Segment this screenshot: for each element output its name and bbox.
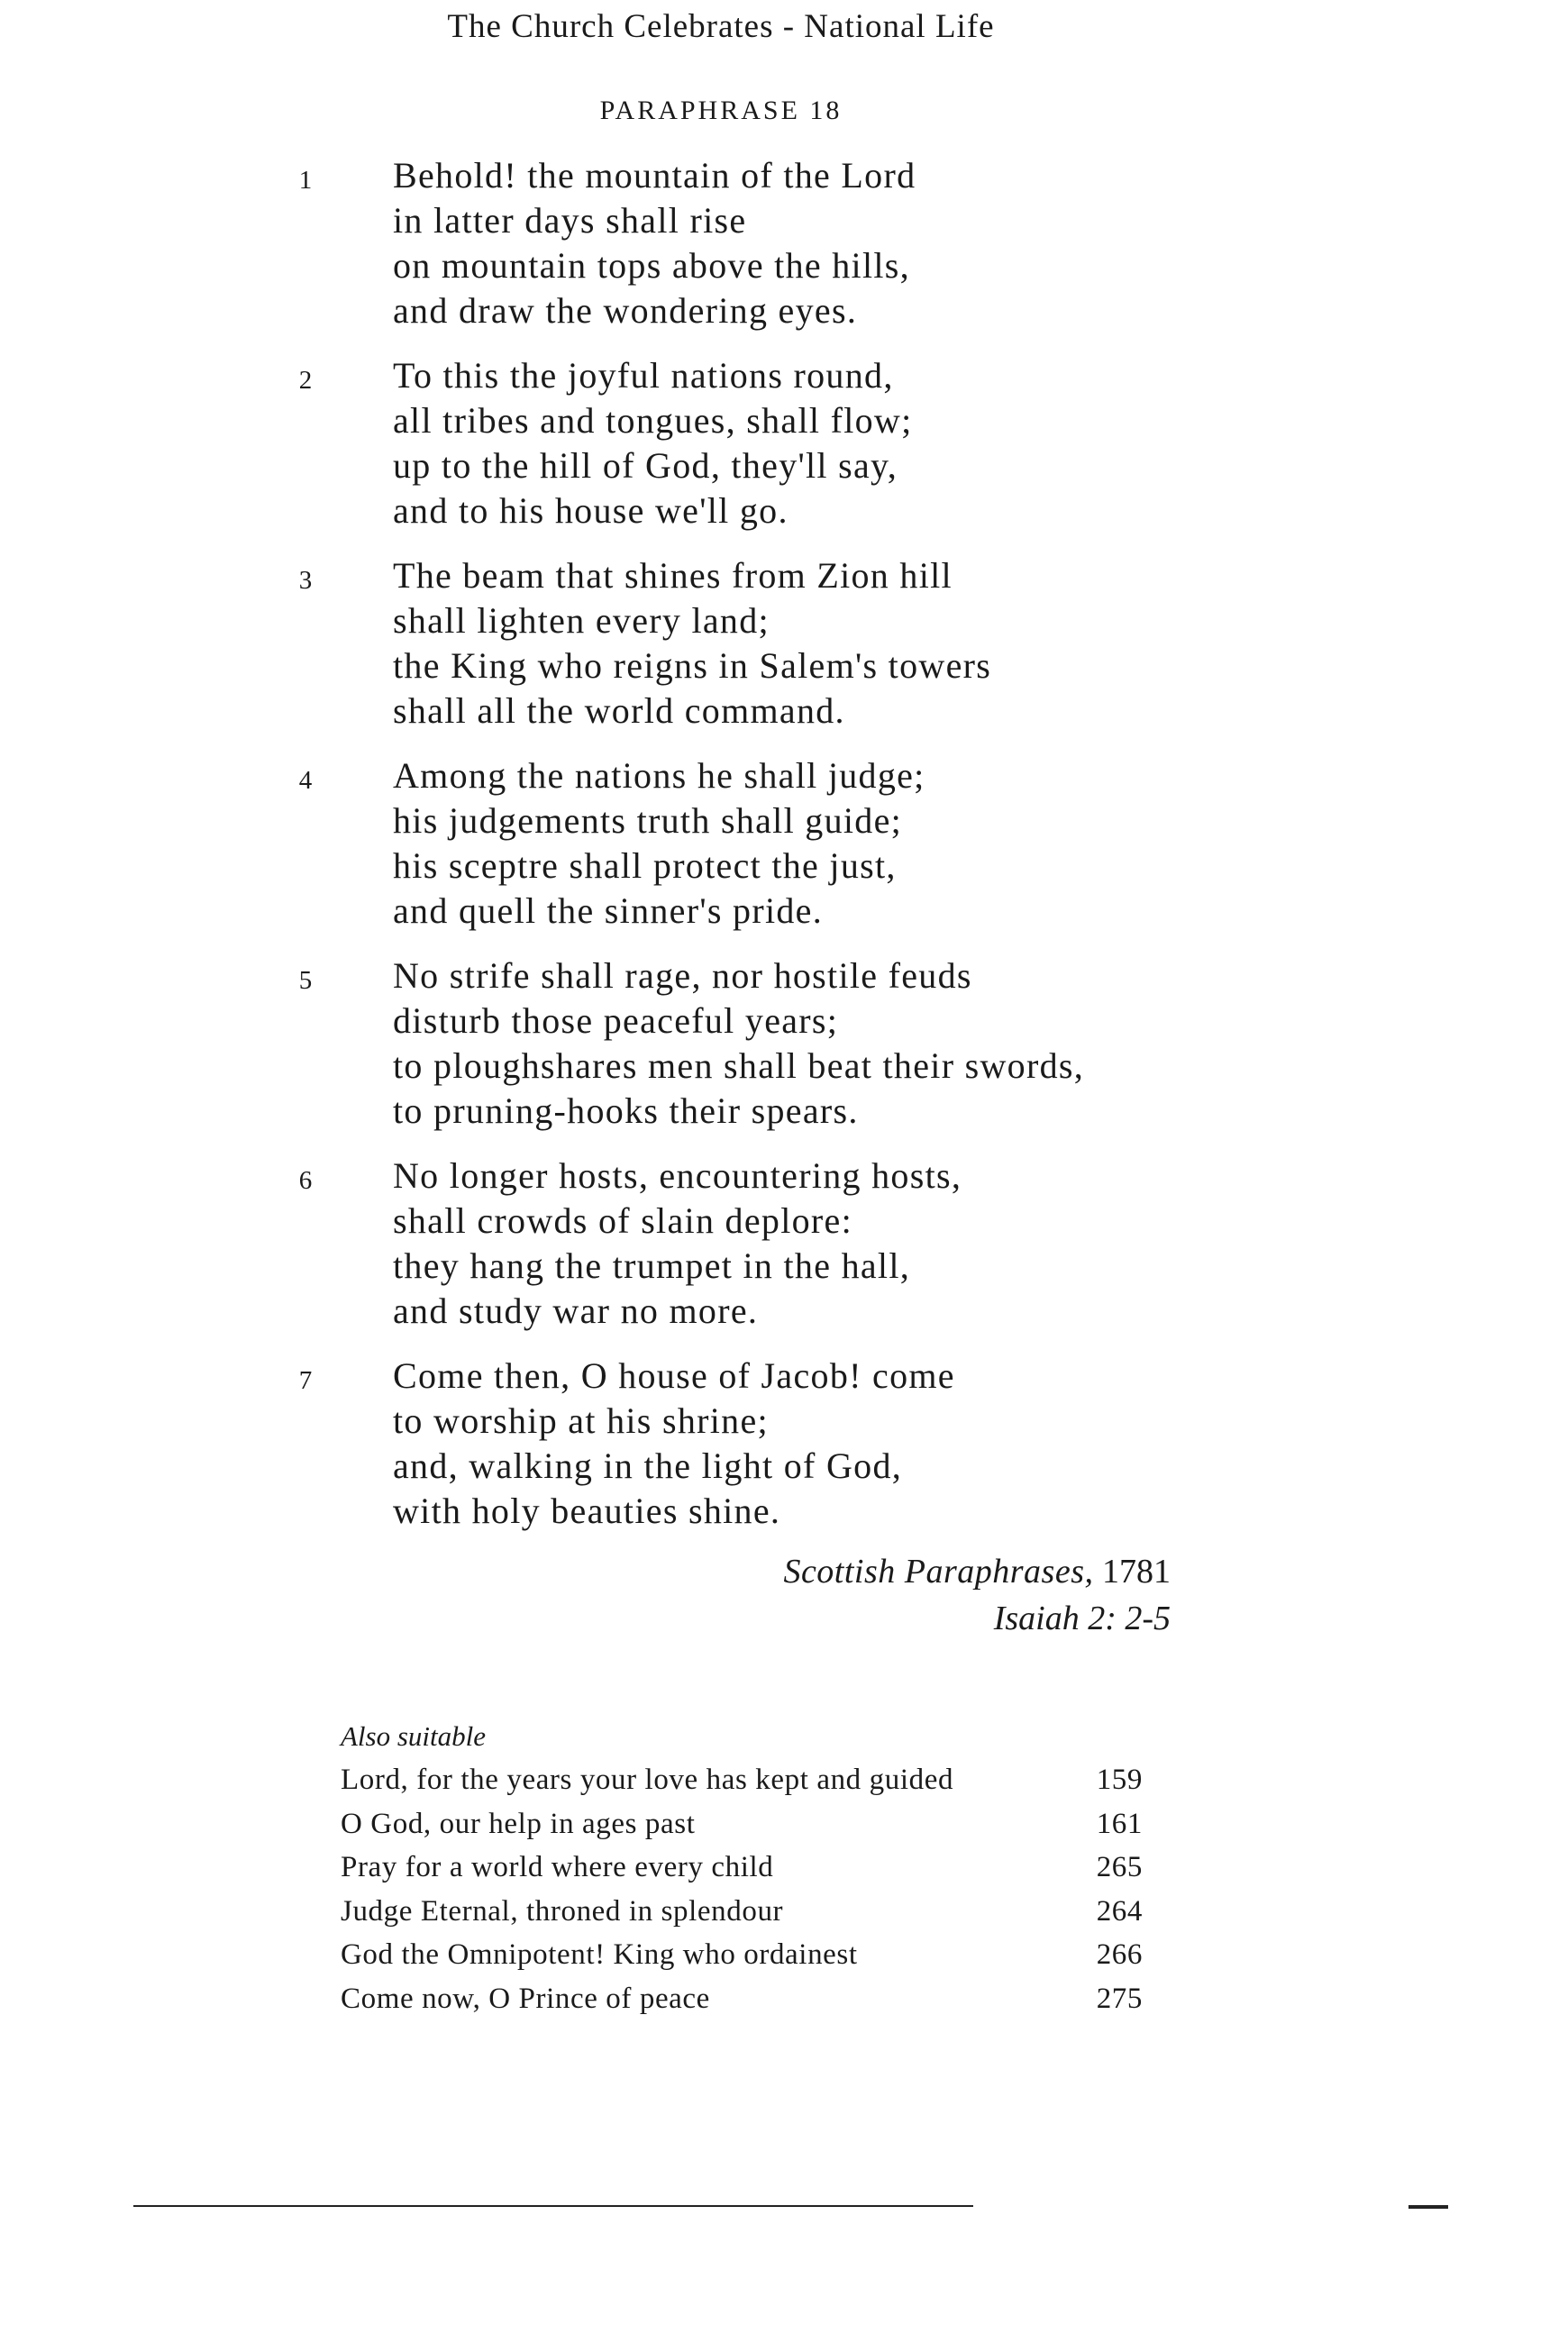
also-suitable-section	[341, 1715, 1143, 2020]
suggestion-title: Judge Eternal, throned in splendour	[341, 1894, 784, 1928]
list-item	[341, 1758, 1143, 1802]
verse-line: shall lighten every land;	[393, 600, 770, 641]
attribution-source-work: Scottish Paraphrases,	[783, 1553, 1094, 1591]
verse-lines	[393, 1153, 962, 1334]
verse-line: to worship at his shrine;	[393, 1400, 769, 1441]
attribution-scripture: Isaiah 2: 2-5	[993, 1600, 1171, 1637]
verse-line: with holy beauties shine.	[393, 1491, 781, 1531]
verse-line: Among the nations he shall judge;	[393, 755, 925, 796]
list-item	[341, 1846, 1143, 1890]
suggestion-number: 159	[1096, 1764, 1143, 1796]
verse-line: the King who reigns in Salem's towers	[393, 645, 992, 686]
verse-number: 7	[298, 1366, 313, 1395]
suggestion-number: 266	[1096, 1938, 1143, 1971]
suggestion-title: Come now, O Prince of peace	[341, 1982, 710, 2015]
attribution-source-line	[783, 1548, 1171, 1595]
suggestion-number: 265	[1096, 1851, 1143, 1883]
verse-line: No strife shall rage, nor hostile feuds	[393, 955, 972, 996]
footer-rule	[133, 2205, 973, 2207]
verse-line: and, walking in the light of God,	[393, 1445, 903, 1486]
verse-line: to pruning-hooks their spears.	[393, 1090, 859, 1131]
also-suitable-list	[341, 1758, 1143, 2020]
verse-line: The beam that shines from Zion hill	[393, 555, 953, 596]
list-item	[341, 1933, 1143, 1977]
verse-number: 6	[298, 1166, 313, 1195]
verse-line: all tribes and tongues, shall flow;	[393, 400, 913, 441]
verse-number: 5	[298, 966, 313, 995]
running-head: The Church Celebrates - National Life	[447, 8, 995, 45]
suggestion-number: 275	[1096, 1982, 1143, 2015]
suggestion-title: Pray for a world where every child	[341, 1851, 774, 1883]
verse-line: disturb those peaceful years;	[393, 1000, 839, 1041]
verse-number: 3	[298, 566, 313, 595]
verse-line: Come then, O house of Jacob! come	[393, 1355, 955, 1396]
verse-lines	[393, 1354, 955, 1534]
verse-number: 4	[298, 766, 313, 795]
verse-line: No longer hosts, encountering hosts,	[393, 1155, 962, 1196]
verse-line: shall all the world command.	[393, 690, 845, 731]
verse-line: up to the hill of God, they'll say,	[393, 445, 898, 486]
verse-line: and study war no more.	[393, 1290, 759, 1331]
verse-line: his sceptre shall protect the just,	[393, 845, 897, 886]
verse-line: to ploughshares men shall beat their swords,	[393, 1045, 1085, 1086]
list-item	[341, 1802, 1143, 1846]
verse-lines	[393, 353, 913, 533]
suggestion-title: Lord, for the years your love has kept and guided	[341, 1764, 954, 1796]
verse-line: they hang the trumpet in the hall,	[393, 1245, 911, 1286]
verse-line: shall crowds of slain deplore:	[393, 1200, 852, 1241]
suggestion-title: God the Omnipotent! King who ordainest	[341, 1938, 858, 1971]
edge-mark	[1408, 2205, 1448, 2209]
verse-line: his judgements truth shall guide;	[393, 800, 903, 841]
suggestion-number: 264	[1096, 1894, 1143, 1928]
verse-line: and quell the sinner's pride.	[393, 890, 824, 931]
suggestion-title: O God, our help in ages past	[341, 1807, 696, 1840]
attribution-year: 1781	[1102, 1553, 1171, 1591]
list-item	[341, 1977, 1143, 2021]
verse-number: 2	[298, 366, 313, 395]
list-item	[341, 1890, 1143, 1934]
attribution	[783, 1548, 1171, 1642]
verse-lines	[393, 153, 916, 333]
verse-line: To this the joyful nations round,	[393, 355, 894, 396]
verse-line: and draw the wondering eyes.	[393, 290, 858, 331]
verse-line: on mountain tops above the hills,	[393, 245, 910, 286]
verse-lines	[393, 953, 1084, 1134]
verse-line: in latter days shall rise	[393, 200, 747, 241]
suggestion-number: 161	[1096, 1807, 1143, 1840]
page-title: PARAPHRASE 18	[599, 96, 843, 125]
verse-lines	[393, 753, 925, 934]
verse-lines	[393, 553, 991, 734]
verse-line: and to his house we'll go.	[393, 490, 789, 531]
also-suitable-heading: Also suitable	[341, 1720, 487, 1752]
verse-line: Behold! the mountain of the Lord	[393, 155, 916, 196]
verse-number: 1	[298, 166, 313, 195]
